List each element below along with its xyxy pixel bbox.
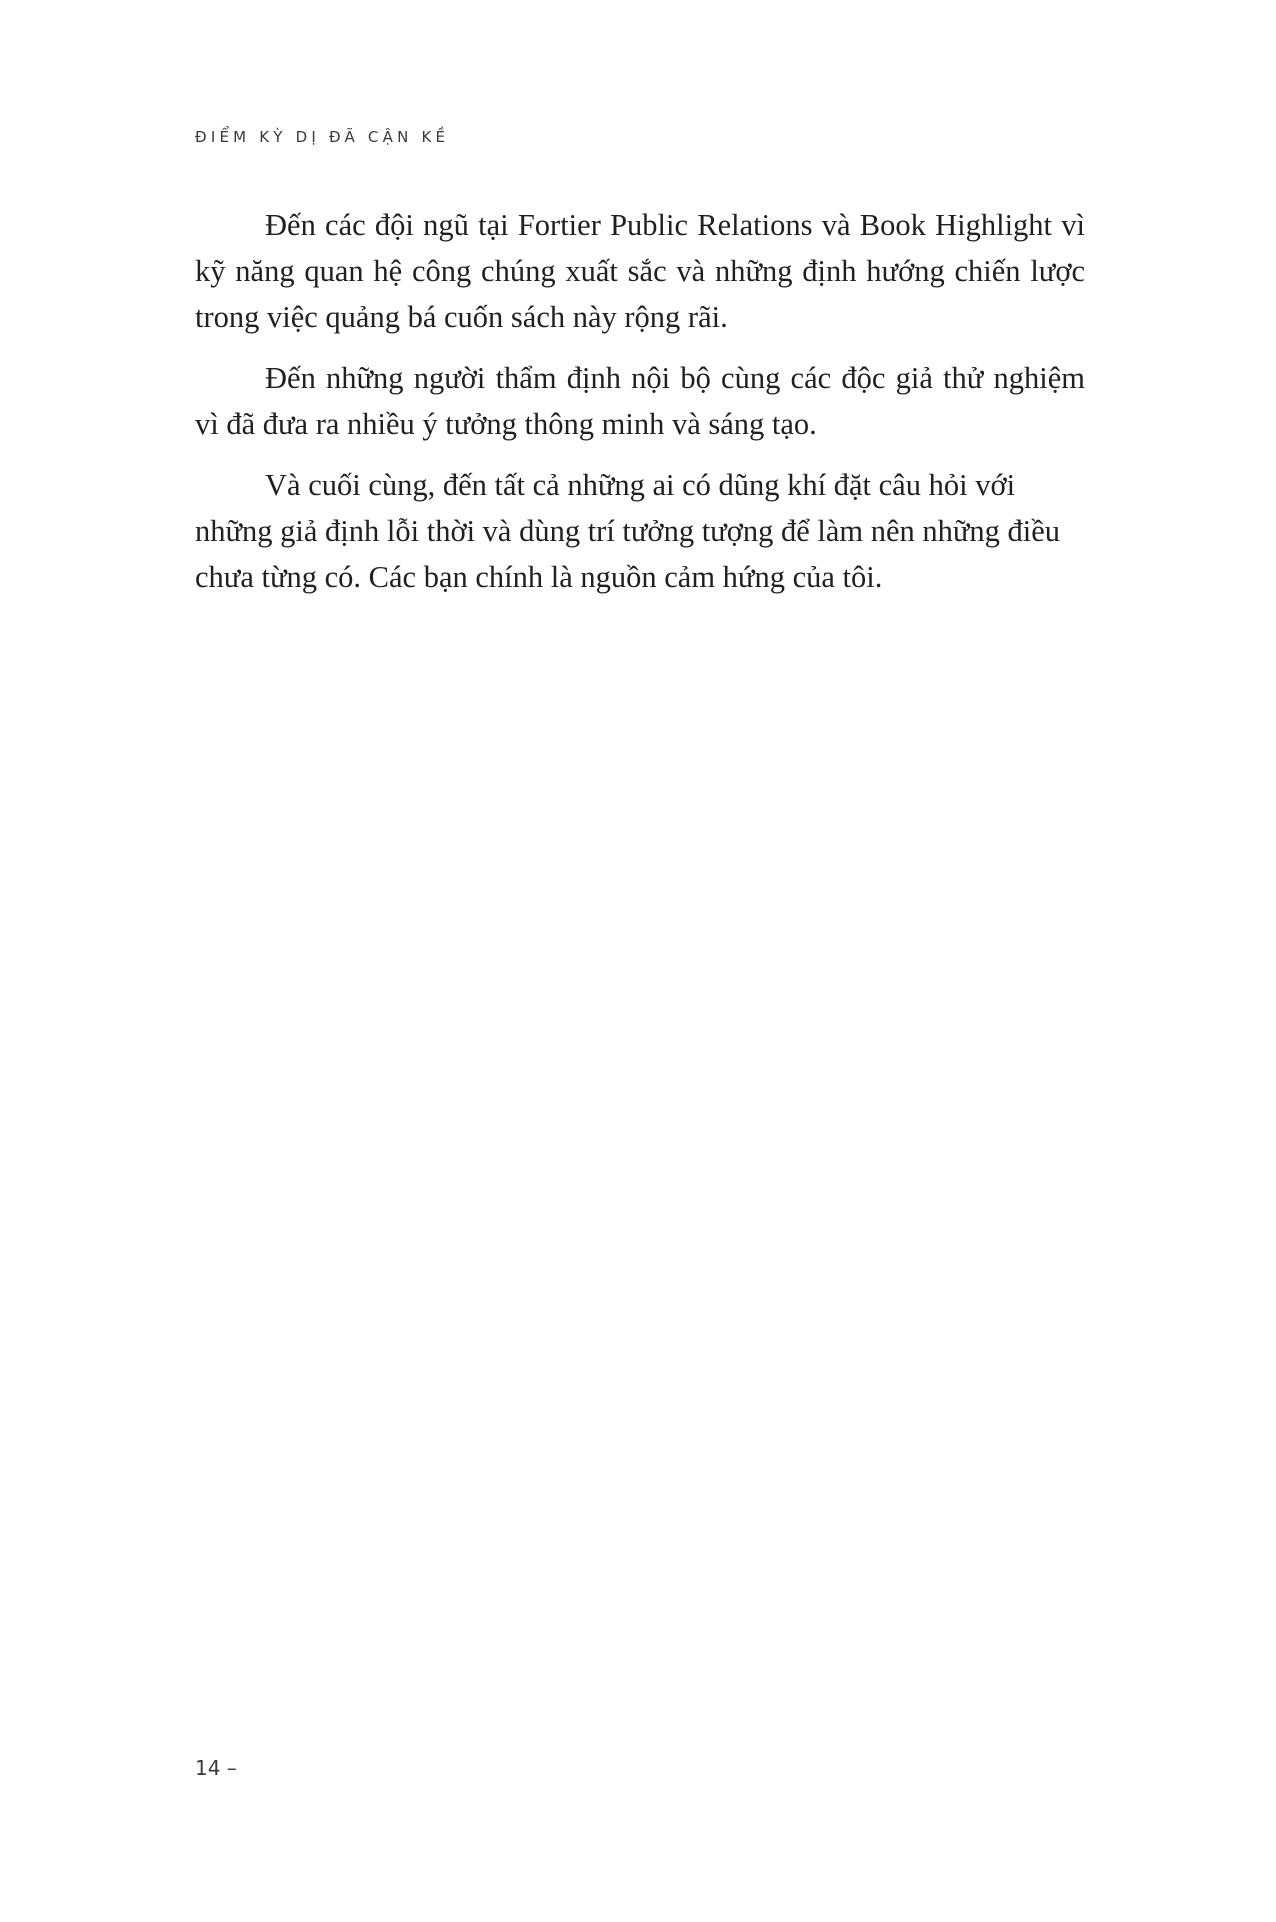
running-header: ĐIỂM KỲ DỊ ĐÃ CẬN KỀ — [195, 128, 450, 146]
paragraph-closing: Và cuối cùng, đến tất cả những ai có dũng khí đặt câu hỏi với những giả định lỗi thời và dùng trí tưởng tượng để làm nên những điều chưa từng có. Các bạn chính là nguồn cảm hứng của tôi. — [195, 468, 1061, 594]
paragraph-pr-teams: Đến các đội ngũ tại Fortier Public Relations và Book Highlight vì kỹ năng quan hệ công chúng xuất sắc và những định hướng chiến lược trong việc quảng bá cuốn sách này rộng rãi. — [195, 208, 1085, 334]
paragraph-reviewers: Đến những người thẩm định nội bộ cùng các độc giả thử nghiệm vì đã đưa ra nhiều ý tưởng thông minh và sáng tạo. — [195, 361, 1085, 441]
page-body — [195, 202, 1085, 615]
page-number: 14 – — [195, 1756, 237, 1780]
